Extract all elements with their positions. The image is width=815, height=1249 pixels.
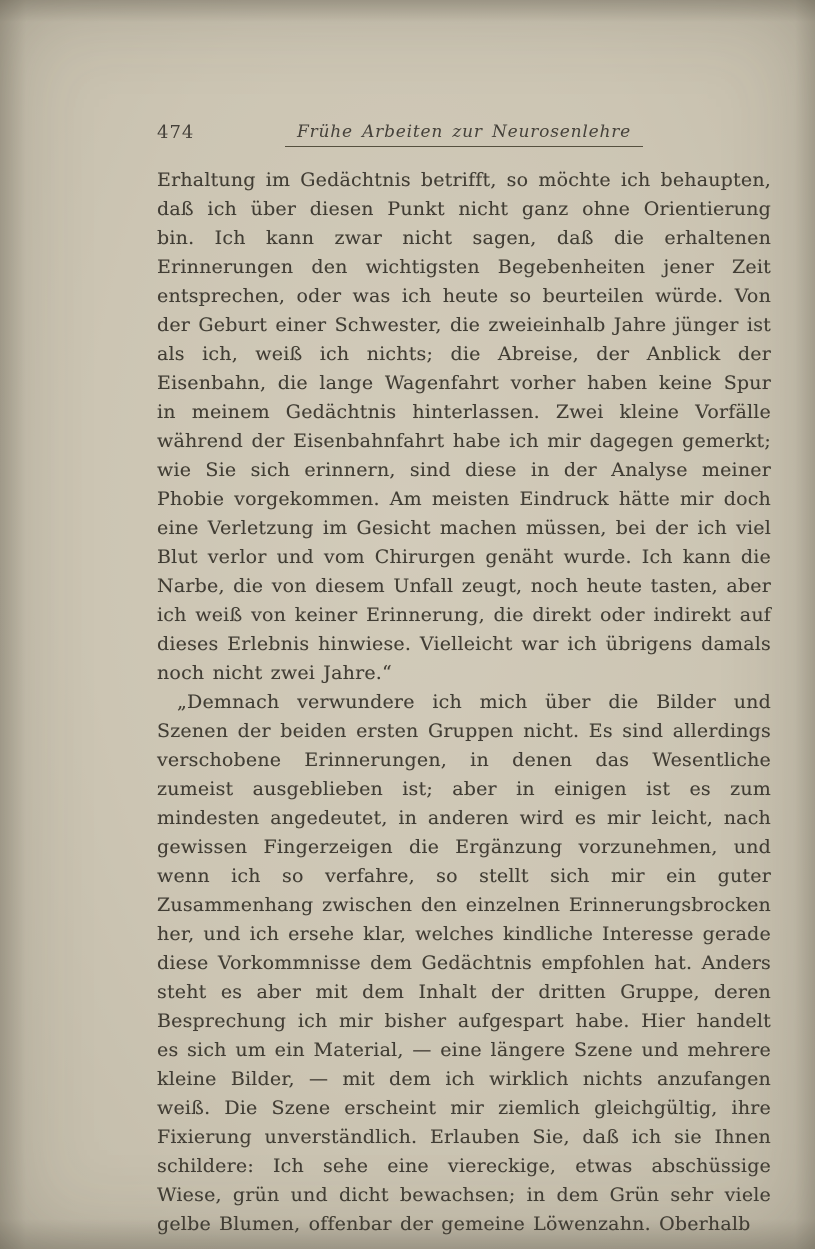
- page-header: [157, 120, 771, 154]
- paragraph: Erhaltung im Gedächtnis betrifft, so möchte ich behaupten, daß ich über diesen Punkt nicht ganz ohne Orientierung bin. Ich kann zwar nicht sagen, daß die erhaltenen Erinnerungen den wichtigsten Begebenheiten jener Zeit entsprechen, oder was ich heute so beurteilen würde. Von der Geburt einer Schwester, die zweieinhalb Jahre jünger ist als ich, weiß ich nichts; die Abreise, der Anblick der Eisenbahn, die lange Wagenfahrt vorher haben keine Spur in meinem Gedächtnis hinterlassen. Zwei kleine Vorfälle während der Eisenbahnfahrt habe ich mir dagegen gemerkt; wie Sie sich erinnern, sind diese in der Analyse meiner Phobie vorgekommen. Am meisten Eindruck hätte mir doch eine Verletzung im Gesicht machen müssen, bei der ich viel Blut verlor und vom Chirurgen genäht wurde. Ich kann die Narbe, die von diesem Unfall zeugt, noch heute tasten, aber ich weiß von keiner Erinnerung, die direkt oder indirekt auf dieses Erlebnis hinwiese. Vielleicht war ich übrigens damals noch nicht zwei Jahre.“: [157, 169, 771, 684]
- running-header-title: Frühe Arbeiten zur Neurosenlehre: [285, 120, 643, 147]
- body-text: [157, 166, 771, 1239]
- text-block: [157, 120, 771, 1239]
- paragraph: „Demnach verwundere ich mich über die Bilder und Szenen der beiden ersten Gruppen nicht. Es sind allerdings verschobene Erinnerungen, in denen das Wesentliche zumeist ausgeblieben ist; aber in einigen ist es zum mindesten angedeutet, in anderen wird es mir leicht, nach gewissen Fingerzeigen die Ergänzung vorzunehmen, und wenn ich so verfahre, so stellt sich mir ein guter Zusammenhang zwischen den einzelnen Erinnerungsbrocken her, und ich ersehe klar, welches kindliche Interesse gerade diese Vorkommnisse dem Gedächtnis empfohlen hat. Anders steht es aber mit dem Inhalt der dritten Gruppe, deren Besprechung ich mir bisher aufgespart habe. Hier handelt es sich um ein Material, — eine längere Szene und mehrere kleine Bilder, — mit dem ich wirklich nichts anzufangen weiß. Die Szene erscheint mir ziemlich gleichgültig, ihre Fixierung unverständlich. Erlauben Sie, daß ich sie Ihnen schildere: Ich sehe eine viereckige, etwas abschüssige Wiese, grün und dicht bewachsen; in dem Grün sehr viele gelbe Blumen, offenbar der gemeine Löwenzahn. Oberhalb: [157, 691, 771, 1235]
- page-number: 474: [157, 122, 195, 143]
